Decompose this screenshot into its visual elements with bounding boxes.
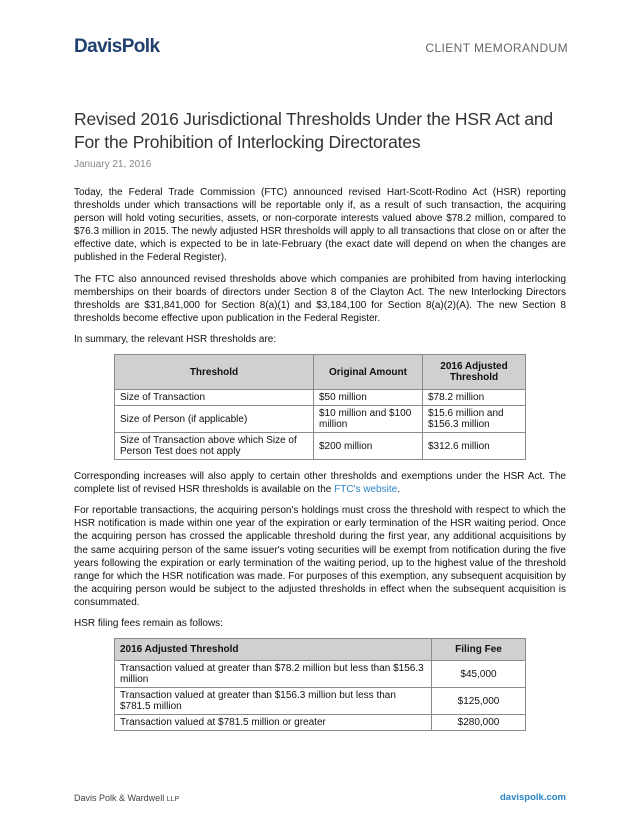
table-cell: $312.6 million (423, 433, 526, 460)
table-row (115, 715, 526, 731)
table-row (115, 390, 526, 406)
table-cell: Transaction valued at greater than $156.3 million but less than $781.5 million (115, 688, 432, 715)
footer-llp: LLP (166, 796, 180, 803)
ftc-website-link[interactable]: FTC's website (334, 484, 398, 496)
table-cell: $45,000 (432, 661, 526, 688)
table-row (115, 661, 526, 688)
table-cell: Size of Transaction (115, 390, 314, 406)
column-header: 2016 Adjusted Threshold (115, 639, 432, 661)
paragraph-text: Corresponding increases will also apply to certain other thresholds and exemptions under the HSR Act. The complete list of revised HSR thresholds is available on the (74, 471, 566, 496)
footer-firm-name: Davis Polk & Wardwell (74, 793, 165, 803)
table-cell: $280,000 (432, 715, 526, 731)
table-header-row (115, 355, 526, 390)
table-row (115, 433, 526, 460)
table-cell: Size of Person (if applicable) (115, 406, 314, 433)
table-cell: $78.2 million (423, 390, 526, 406)
table-row (115, 406, 526, 433)
table-cell: $10 million and $100 million (314, 406, 423, 433)
paragraph-text: . (397, 484, 400, 496)
column-header: Original Amount (314, 355, 423, 390)
table-cell: $200 million (314, 433, 423, 460)
column-header: Threshold (115, 355, 314, 390)
column-header: 2016 Adjusted Threshold (423, 355, 526, 390)
table-cell: Size of Transaction above which Size of Person Test does not apply (115, 433, 314, 460)
firm-logo: DavisPolk (74, 36, 160, 57)
footer-website-link[interactable]: davispolk.com (500, 792, 566, 803)
paragraph-corresponding (74, 470, 566, 496)
footer-firm (74, 793, 179, 803)
document-title: Revised 2016 Jurisdictional Thresholds Under the HSR Act and For the Prohibition of Interlocking Directorates (74, 109, 553, 152)
paragraph-summary-lead: In summary, the relevant HSR thresholds are: (74, 333, 277, 345)
table-cell: $125,000 (432, 688, 526, 715)
paragraph-interlocking: The FTC also announced revised thresholds above which companies are prohibited from having interlocking memberships on their boards of directors under Section 8 of the Clayton Act. The new Interlocking Directors thresholds are $31,841,000 for Section 8(a)(1) and $3,184,100 for Section 8(a)(2)(A). The new Section 8 thresholds become effective upon publication in the Federal Register. (74, 273, 566, 324)
table-cell: $50 million (314, 390, 423, 406)
paragraph-fees-lead: HSR filing fees remain as follows: (74, 617, 223, 629)
thresholds-table (114, 354, 526, 460)
table-cell: $15.6 million and $156.3 million (423, 406, 526, 433)
column-header: Filing Fee (432, 639, 526, 661)
paragraph-intro: Today, the Federal Trade Commission (FTC) announced revised Hart-Scott-Rodino Act (HSR) reporting thresholds under which transactions will be reportable only if, as a result of such transaction, the acquiring person will hold voting securities, assets, or non-corporate interests valued above $78.2 million, compared to $76.3 million in 2015. The newly adjusted HSR thresholds will apply to all transactions that close on or after the effective date, which is expected to be in late-February (the exact date will depend on when the changes are published in the Federal Register). (74, 187, 566, 264)
document-body (74, 186, 566, 731)
filing-fees-table (114, 638, 526, 731)
table-cell: Transaction valued at $781.5 million or greater (115, 715, 432, 731)
table-row (115, 688, 526, 715)
table-cell: Transaction valued at greater than $78.2 million but less than $156.3 million (115, 661, 432, 688)
paragraph-reportable: For reportable transactions, the acquiring person's holdings must cross the threshold with respect to which the HSR notification is made within one year of the expiration or early termination of the HSR waiting period. Once the acquiring person has crossed the applicable threshold during the first year, any additional acquisitions by the same acquiring person of the same issuer's voting securities will be exempt from notification during the five years following the expiration or early termination of the waiting period, up to the highest value of the threshold range for which the HSR notification was made. For purposes of this exemption, any subsequent acquisition by the acquiring person would be subject to the adjusted thresholds in effect when the subsequent acquisition is consummated. (74, 505, 566, 608)
table-header-row (115, 639, 526, 661)
memo-label: CLIENT MEMORANDUM (425, 41, 568, 55)
document-date: January 21, 2016 (74, 159, 152, 170)
